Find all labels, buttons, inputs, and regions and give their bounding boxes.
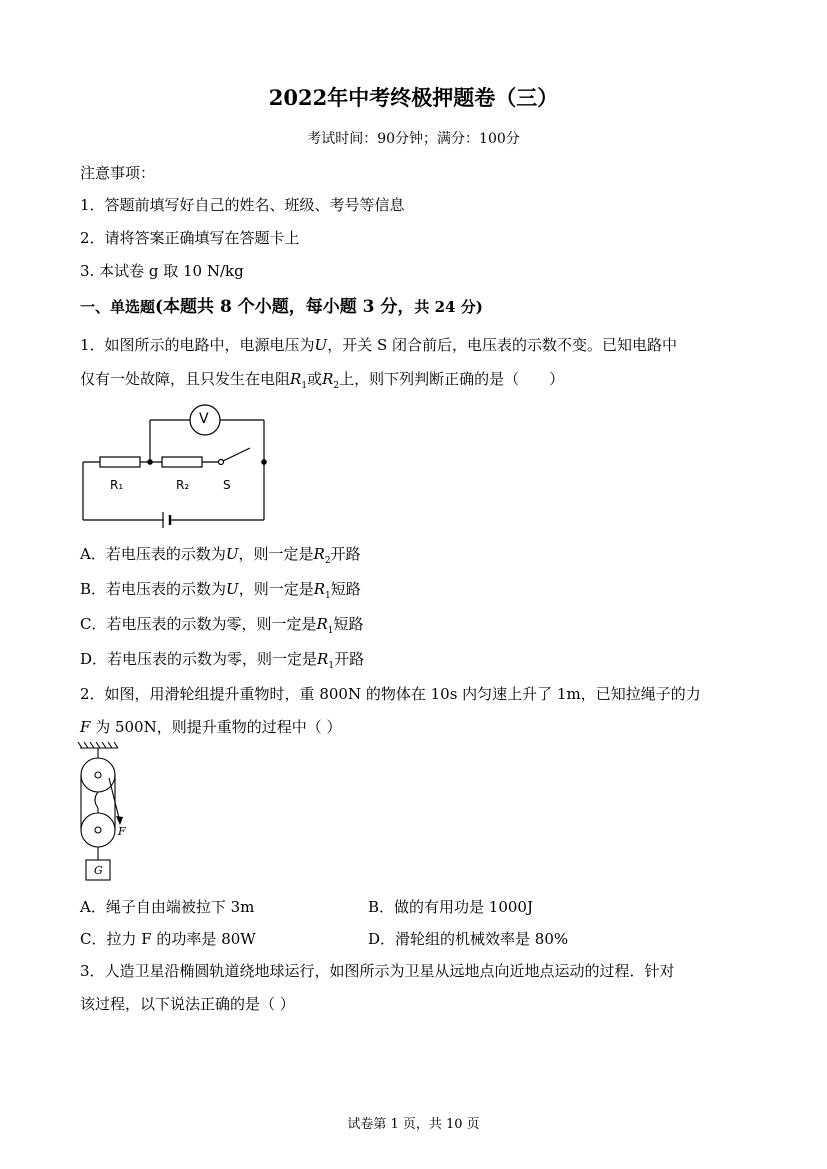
q2-text: 为 500N，则提升重物的过程中（ ） [90,718,342,736]
resistor-r2 [162,457,202,467]
fixed-pulley-axle [95,772,101,778]
q1-option-a[interactable] [80,543,361,566]
note-item-3: 3. 本试卷 g 取 10 N/kg [80,262,244,280]
opt-text: B．若电压表的示数为 [80,580,227,598]
q1-option-d[interactable] [80,648,364,671]
movable-pulley-axle [95,827,101,833]
r1-label: R₁ [110,478,124,492]
q2-option-b[interactable]: B．做的有用功是 1000J [368,898,533,916]
opt-r: R [317,650,329,668]
opt-text: ，则一定是 [238,580,314,598]
q3-line-1: 3．人造卫星沿椭圆轨道绕地球运行，如图所示为卫星从远地点向近地点运动的过程．针对 [80,962,675,980]
q2-line-2 [80,716,341,737]
q1-line-1 [80,334,677,355]
opt-var: U [225,545,239,563]
opt-text: ，则一定是 [238,545,314,563]
rope-free-end [109,778,120,822]
q1-sub-1: 1 [301,381,308,391]
q1-text-c: 仅有一处故障，且只发生在电阻 [80,370,291,388]
opt-r: R [316,615,328,633]
q1-option-c[interactable] [80,613,364,636]
opt-sub: 1 [327,626,334,636]
movable-pulley-icon [81,813,115,847]
q1-var-r1: R [290,370,302,388]
junction-right [261,459,267,465]
opt-text: A．若电压表的示数为 [80,545,226,563]
opt-text: C．若电压表的示数为零，则一定是 [80,615,317,633]
resistor-r1 [100,457,140,467]
q2-line-1: 2．如图，用滑轮组提升重物时，重 800N 的物体在 10s 内匀速上升了 1m，已知拉绳子的力 [80,685,701,703]
q3-line-2: 该过程，以下说法正确的是（ ） [80,995,295,1013]
page-title: 2022年中考终极押题卷（三） [268,85,559,110]
opt-sub: 2 [324,556,331,566]
weight-label: G [94,864,103,877]
switch-blade-icon [223,448,250,461]
rope-hook [95,792,98,808]
voltmeter-label: V [199,411,209,427]
opt-text: 短路 [333,615,364,633]
q1-line-2 [80,368,564,391]
q1-text-a: 1．如图所示的电路中，电源电压为 [80,336,315,354]
opt-text: 短路 [330,580,361,598]
junction-left [147,459,153,465]
note-item-1: 1．答题前填写好自己的姓名、班级、考号等信息 [80,196,405,214]
opt-var: U [226,580,239,598]
section-main: (本题共 8 个小题，每小题 3 分， [155,297,415,317]
r2-label: R₂ [176,478,190,492]
fixed-pulley-icon [81,758,115,792]
q1-or: 或 [307,370,323,388]
opt-text: 开路 [330,545,361,563]
q2-option-d[interactable]: D．滑轮组的机械效率是 80% [368,930,569,948]
q1-text-b: ，开关 S 闭合前后，电压表的示数不变。已知电路中 [327,336,678,354]
force-arrow-icon [116,816,123,825]
q1-var-u: U [314,336,328,354]
q1-text-d: 上，则下列判断正确的是（ ） [339,370,565,388]
opt-sub: 1 [325,591,331,601]
section-prefix: 一、单选题 [80,298,156,316]
opt-text: 开路 [334,650,365,668]
page-footer: 试卷第 1 页，共 10 页 [347,1117,480,1132]
opt-sub: 1 [328,661,335,671]
q1-sub-2: 2 [333,381,340,391]
q1-var-r2: R [322,370,334,388]
switch-pivot [219,460,224,465]
q2-var-f: F [80,718,91,736]
note-item-2: 2．请将答案正确填写在答题卡上 [80,229,300,247]
q2-option-c[interactable]: C．拉力 F 的功率是 80W [80,930,256,948]
section-heading [80,292,483,317]
q2-option-a[interactable]: A．绳子自由端被拉下 3m [80,898,255,916]
notes-heading: 注意事项： [80,164,156,182]
switch-label: S [223,478,231,492]
section-suffix: 共 24 分) [414,298,483,316]
opt-r: R [313,580,325,598]
opt-text: D．若电压表的示数为零，则一定是 [80,650,318,668]
q1-option-b[interactable] [80,578,361,601]
force-label: F [118,825,126,838]
opt-r: R [313,545,325,563]
exam-info: 考试时间：90分钟；满分：100分 [307,131,520,147]
